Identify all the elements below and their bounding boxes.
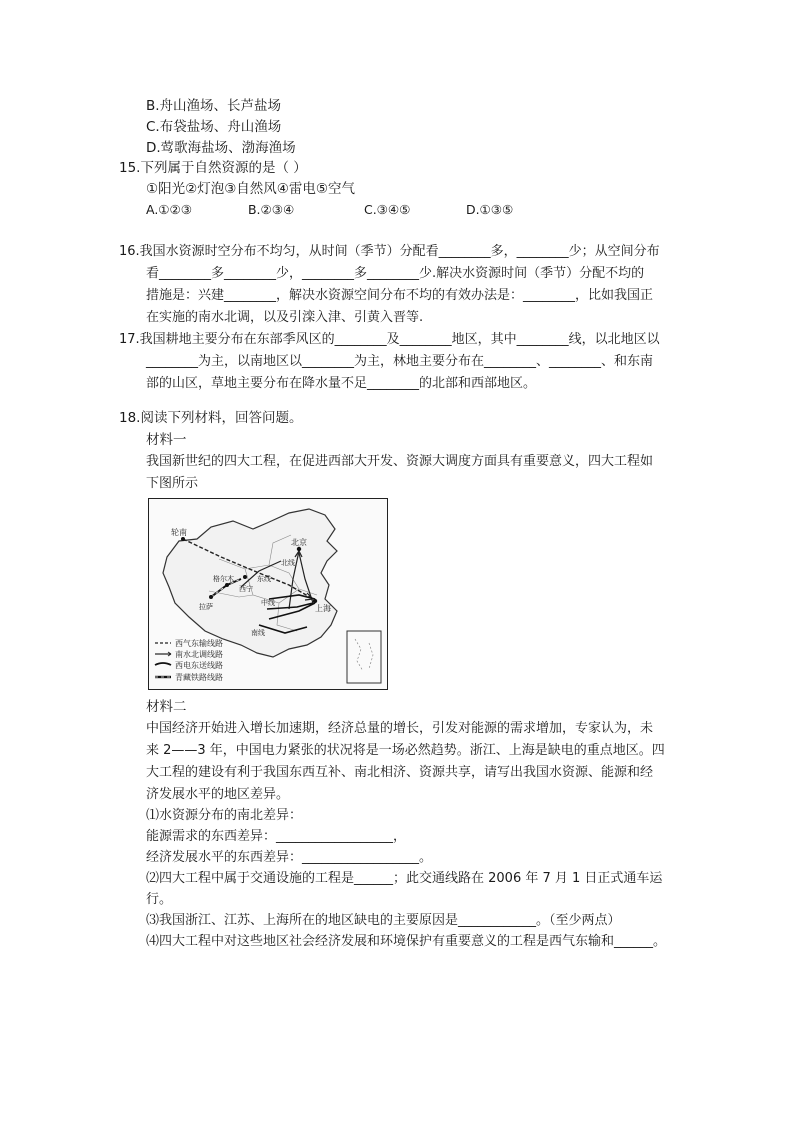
sub-question-1: ⑴水资源分布的南北差异： (146, 808, 303, 823)
legend-water: 南水北调线路 (175, 650, 223, 659)
material2-title: 材料二 (146, 699, 187, 715)
label-east-line: 东线 (257, 575, 271, 583)
q15-option-d: D.①③⑤ (465, 202, 514, 217)
label-beijing: 北京 (291, 538, 307, 547)
q17-line3: 部的山区，草地主要分布在降水量不足________的北部和西部地区。 (146, 376, 537, 391)
sub-question-2-line2: 行。 (146, 892, 173, 907)
sub-question-3: ⑶我国浙江、江苏、上海所在的地区缺电的主要原因是____________。（至少两点） (146, 913, 621, 928)
four-projects-map (148, 498, 388, 690)
golmud-dot (225, 583, 229, 587)
lunnan-dot (181, 537, 185, 541)
q15-items: ①阳光②灯泡③自然风④雷电⑤空气 (146, 181, 356, 197)
q15-option-b: B.②③④ (247, 202, 295, 217)
sub-question-2-line1: ⑵四大工程中属于交通设施的工程是______；此交通线路在 2006 年 7 月 1 日正式通车运 (146, 871, 663, 886)
q17-line2: ________为主，以南地区以________为主，林地主要分布在________、________、和东南 (146, 354, 654, 369)
lhasa-dot (209, 595, 213, 599)
q15-options (146, 200, 513, 220)
label-shanghai: 上海 (315, 604, 331, 613)
china-map-figure (149, 499, 387, 689)
q17-line1: 17.我国耕地主要分布在东部季风区的________及________地区，其中________线，以北地区以 (119, 332, 660, 347)
q18-stem: 18.阅读下列材料，回答问题。 (119, 410, 303, 426)
sub-question-1c: 经济发展水平的东西差异：__________________。 (146, 850, 433, 865)
q15-option-a: A.①②③ (146, 202, 192, 217)
label-south-line: 南线 (251, 629, 265, 637)
legend-railway: 青藏铁路线路 (175, 673, 223, 682)
label-lhasa: 拉萨 (199, 603, 213, 611)
beijing-dot (297, 547, 301, 551)
label-golmud: 格尔木 (213, 575, 234, 583)
material2-line3: 大工程的建设有利于我国东西互补、南北相济、资源共享，请写出我国水资源、能源和经 (146, 765, 654, 780)
south-china-sea-inset (347, 631, 381, 683)
china-outline (163, 509, 337, 657)
material2-line4: 济发展水平的地区差异。 (146, 787, 290, 802)
material1-title: 材料一 (146, 432, 187, 448)
q15-stem: 15.下列属于自然资源的是（ ） (119, 160, 307, 176)
sub-question-4: ⑷四大工程中对这些地区社会经济发展和环境保护有重要意义的工程是西气东输和______。 (146, 934, 667, 949)
label-lunnan: 轮南 (171, 528, 187, 537)
xining-dot (243, 575, 247, 579)
material1-line1: 我国新世纪的四大工程，在促进西部大开发、资源大调度方面具有重要意义，四大工程如 (146, 454, 654, 469)
q16-line2: 看________多________少，________多________少.解决水资源时间（季节）分配不均的 (146, 266, 645, 281)
label-middle-line: 中线 (261, 599, 275, 607)
material2-line1: 中国经济开始进入增长加速期，经济总量的增长，引发对能源的需求增加，专家认为，未 (146, 721, 654, 736)
legend-power: 西电东送线路 (175, 661, 223, 670)
q14-option-b: B.舟山渔场、长芦盐场 (146, 98, 282, 114)
q16-line4: 在实施的南水北调，以及引滦入津、引黄入晋等. (146, 310, 424, 325)
q16-line1: 16.我国水资源时空分布不均匀，从时间（季节）分配看________多，________少；从空间分布 (119, 244, 660, 259)
shanghai-dot (313, 599, 317, 603)
q14-option-d: D.莺歌海盐场、渤海渔场 (146, 140, 296, 156)
material2-line2: 来 2——3 年，中国电力紧张的状况将是一场必然趋势。浙江、上海是缺电的重点地区。四 (146, 743, 665, 758)
legend-power-symbol (155, 663, 171, 665)
label-xining: 西宁 (239, 585, 253, 593)
q15-option-c: C.③④⑤ (363, 202, 411, 217)
sub-question-1b: 能源需求的东西差异：__________________， (146, 829, 407, 844)
material1-line2: 下图所示 (146, 476, 199, 491)
legend-gas: 西气东输线路 (175, 639, 223, 648)
label-north-line: 北线 (281, 559, 295, 567)
q16-line3: 措施是：兴建________，解决水资源空间分布不均的有效办法是：________，比如我国正 (146, 288, 654, 303)
q14-option-c: C.布袋盐场、舟山渔场 (146, 119, 282, 135)
